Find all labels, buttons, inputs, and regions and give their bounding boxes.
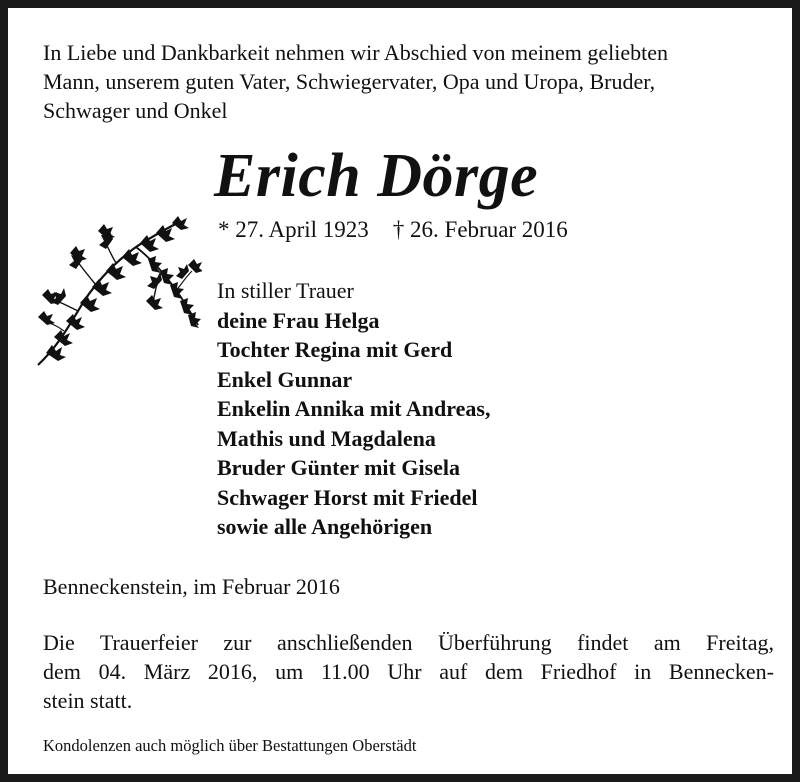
intro-line: Schwager und Onkel [43,98,228,123]
intro-line: In Liebe und Dankbarkeit nehmen wir Abschied von meinem geliebten [43,40,668,65]
intro-text [43,38,778,125]
mourner-entry: Schwager Horst mit Friedel [217,484,478,510]
birth-date: * 27. April 1923 [218,217,369,242]
mourner-entry: Bruder Günter mit Gisela [217,455,461,480]
mourner-entry: sowie alle Angehörigen [217,514,433,539]
ivy-branch-icon [36,213,202,371]
mourner-entry: Mathis und Magdalena [217,425,436,451]
mourner-entry: Enkelin Annika mit Andreas, [217,396,491,421]
mourner-entry: deine Frau Helga [217,307,380,333]
funeral-line: dem 04. März 2016, um 11.00 Uhr auf dem Friedhof in Bennecken- [43,659,774,684]
death-date: † 26. Februar 2016 [392,217,568,242]
funeral-line: stein statt. [43,688,133,713]
funeral-info [43,628,774,715]
mourner-entry: Tochter Regina mit Gerd [217,337,453,362]
mourners-lead: In stiller Trauer [217,278,354,303]
deceased-name: Erich Dörge [214,142,539,210]
life-dates [218,216,568,244]
mourners-list [217,276,490,542]
intro-line: Mann, unserem guten Vater, Schwiegervater, Opa und Uropa, Bruder, [43,69,656,94]
place-date: Benneckenstein, im Februar 2016 [43,574,340,599]
mourner-entry: Enkel Gunnar [217,366,353,392]
funeral-line: Die Trauerfeier zur anschließenden Überführung findet am Freitag, [43,630,774,655]
condolences-note: Kondolenzen auch möglich über Bestattungen Oberstädt [43,736,417,755]
